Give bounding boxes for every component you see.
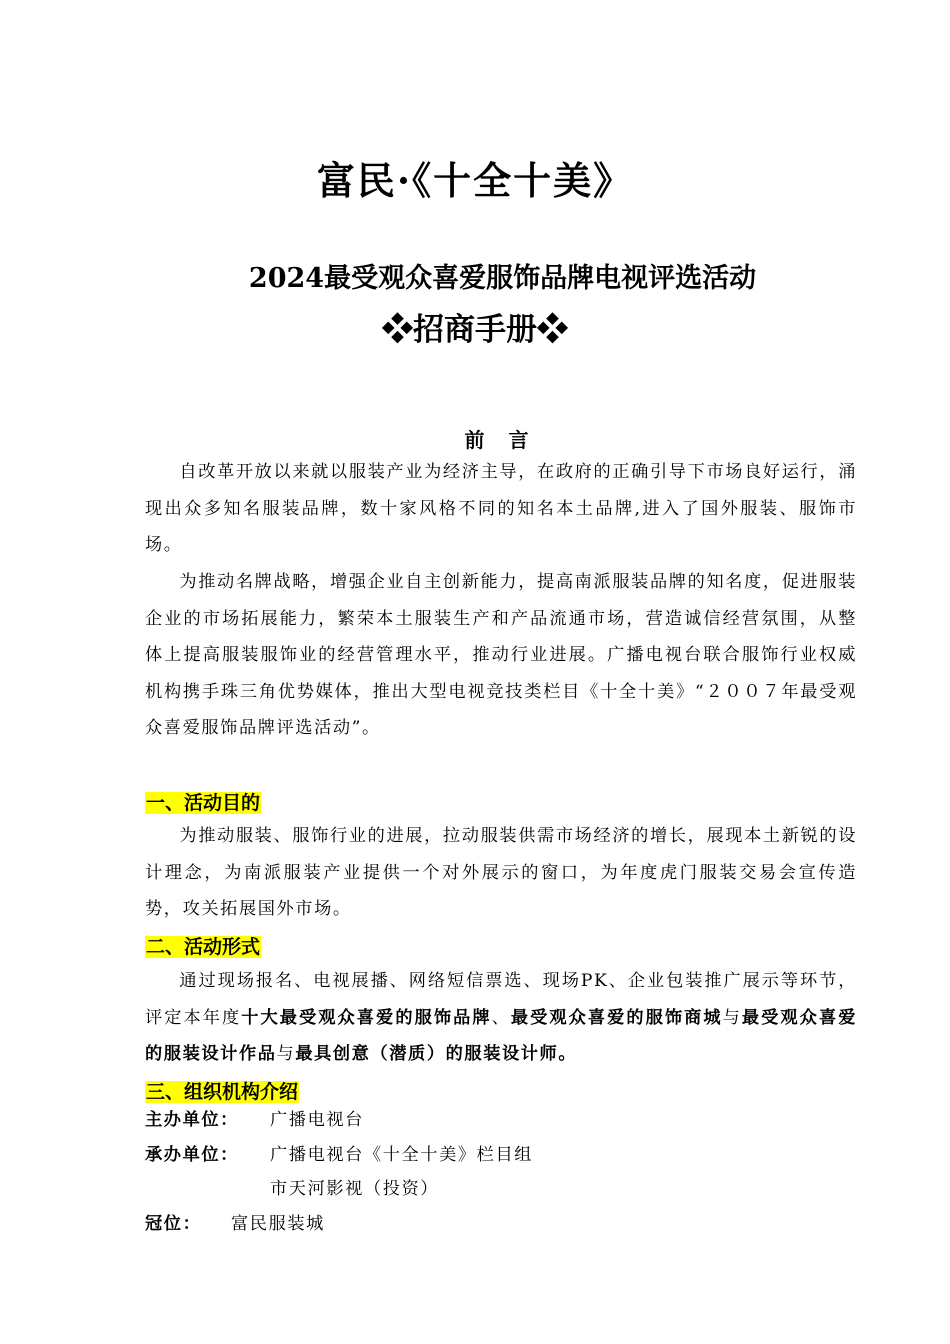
section-1-body: 为推动服装、服饰行业的进展，拉动服装供需市场经济的增长，展现本土新锐的设计理念，为南派服装产业提供一个对外展示的窗口，为年度虎门服装交易会宣传造势，攻关拓展国外市场。 [145, 826, 857, 919]
section-2-heading [145, 932, 261, 959]
award-favorite-mall: 最受观众喜爱的服饰商城 [510, 1007, 723, 1028]
document-title: 富民·《十全十美》 [316, 158, 634, 203]
manual-title: ❖招商手册❖ [382, 312, 568, 348]
award-top-ten-brands: 十大最受观众喜爱的服饰品牌 [241, 1007, 492, 1028]
preface-paragraph-1: 自改革开放以来就以服装产业为经济主导，在政府的正确引导下市场良好运行，涌现出众多知名服装品牌，数十家风格不同的知名本土品牌,进入了国外服装、服饰市场。 [145, 462, 857, 555]
preface-paragraph-2: 为推动名牌战略，增强企业自主创新能力，提高南派服装品牌的知名度，促进服装企业的市场拓展能力，繁荣本土服装生产和产品流通市场，营造诚信经营氛围，从整体上提高服装服饰业的经营管理水平，推动行业进展。广播电视台联合服饰行业权威机构携手珠三角优势媒体，推出大型电视竞技类栏目《十全十美》“２００７年最受观众喜爱服饰品牌评选活动”。 [145, 572, 857, 738]
host-value: 广播电视台 [270, 1110, 364, 1130]
host-label: 主办单位： [145, 1110, 239, 1130]
section-2-text: 通过现场报名、电视展播、网络短信票选、现场PK、企业包装推广展示等环节，评定本年度 [145, 971, 857, 1028]
organizer-value-1: 广播电视台《十全十美》栏目组 [270, 1145, 534, 1165]
section-3-heading [145, 1077, 299, 1104]
award-favorite-design: 最受观众喜爱的服装设计作品 [145, 1007, 857, 1064]
separator: 、 [491, 1007, 511, 1028]
section-3-heading-text: 三、组织机构介绍 [146, 1081, 299, 1103]
separator: 与 [722, 1007, 742, 1028]
preface-heading: 前 言 [464, 428, 531, 452]
organizer-value-2: 市天河影视（投资） [270, 1179, 440, 1199]
title-sponsor-value: 富民服装城 [231, 1214, 325, 1234]
separator: 与 [276, 1044, 296, 1064]
section-2-body [145, 963, 857, 1073]
award-creative-designer: 最具创意（潜质）的服装设计师。 [295, 1044, 578, 1064]
document-subtitle: 2024最受观众喜爱服饰品牌电视评选活动 [248, 263, 757, 294]
section-2-heading-text: 二、活动形式 [146, 936, 261, 958]
organizer-label: 承办单位： [145, 1145, 239, 1165]
section-1-heading [145, 788, 261, 815]
title-sponsor-label: 冠位： [145, 1214, 202, 1234]
section-1-heading-text: 一、活动目的 [146, 792, 261, 814]
